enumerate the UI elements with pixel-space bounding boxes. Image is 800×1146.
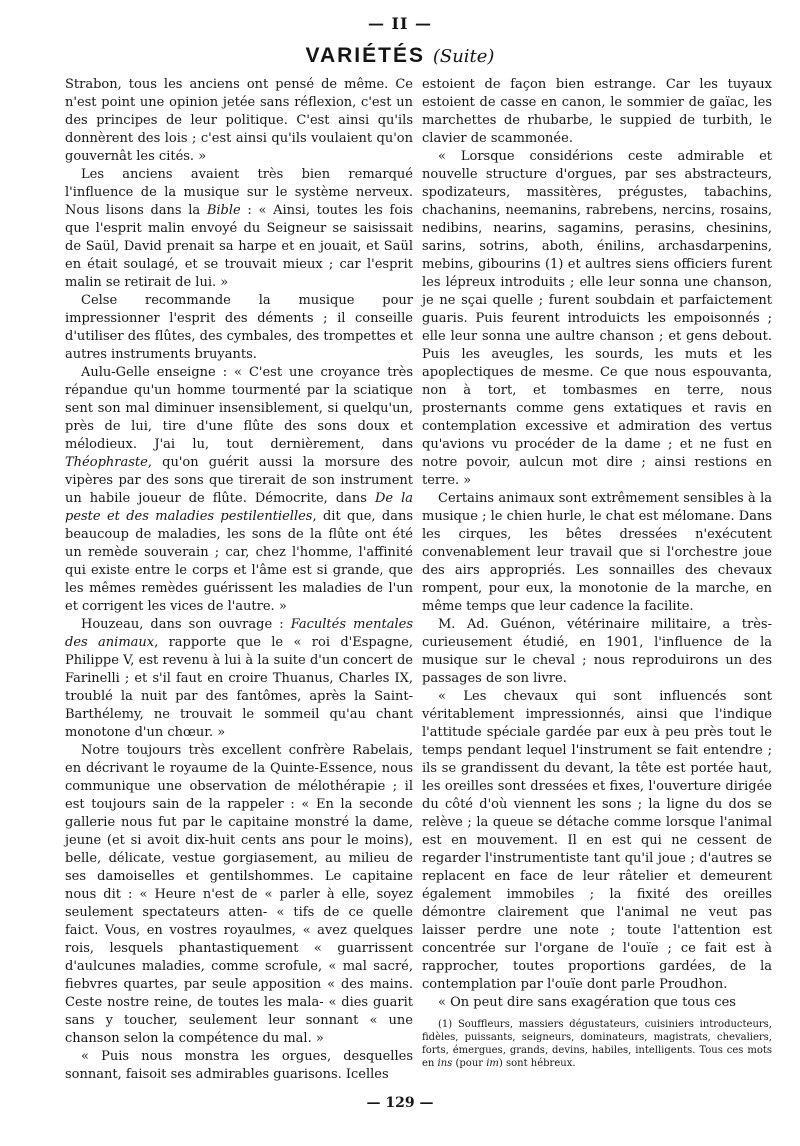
paragraph: Houzeau, dans son ouvrage : Facultés mentales des animaux, rapporte que le « roi d'Espagne, Philippe V, est revenu à lui à la suite d'un concert de Farinelli ; et s'il faut en croire Thuanus, Charles IX, troublé la nuit par des fantômes, après la Saint-Barthélemy, ne trouvait le sommeil qu'au chant monotone d'un chœur. »	[65, 617, 413, 740]
paragraph: estoient de façon bien estrange. Car les tuyaux estoient de casse en canon, le sommier de gaïac, les marchettes de rhubarbe, le suppied de turbith, le clavier de scammonée.	[422, 77, 772, 146]
paragraph: Notre toujours très excellent confrère Rabelais, en décrivant le royaume de la Quinte-Essence, nous communique une observation de mélothérapie ; il est toujours sain de la rappeler : « En la seconde gallerie nous fut par le capitaine monstré la dame, jeune (et si avoit dix-huit cents ans pour le moins), belle, délicate, vestue gorgiasement, au milieu de ses damoiselles et gentilshommes. Le capitaine nous dit : « Heure n'est de « parler à elle, soyez seulement spectateurs atten- « tifs de ce quelle faict. Vous, en vostres royaulmes, « avez quelques rois, lesquels phantastiquement « guarrissent d'aulcunes maladies, comme scrofule, « mal sacré, fiebvres quartes, par seule apposition « des mains. Ceste nostre reine, de toutes les mala- « dies guarit sans y toucher, seulement leur sonnant « une chanson selon la compétence du mal. »	[65, 743, 413, 1046]
title-facultes: Facultés mentales des animaux	[65, 617, 413, 650]
page-marker: — II —	[367, 14, 433, 33]
paragraph: Certains animaux sont extrêmement sensibles à la musique ; le chien hurle, le chat est mélomane. Dans les cirques, les bêtes dressées n'exécutent convenablement leur travail que si l'orchestre joue des airs appropriés. Les sonnailles des chevaux rompent, pour eux, la monotonie de la marche, en même temps que leur cadence la facilite.	[422, 491, 772, 614]
footnote	[422, 1018, 772, 1070]
paragraph: « Puis nous monstra les orgues, desquelles sonnant, faisoit ses admirables guarisons. Icelles	[65, 1049, 413, 1082]
title-theophraste: Théophraste	[65, 455, 148, 470]
paragraph: « Lorsque considérions ceste admirable et nouvelle structure d'orgues, par ses abstracteurs, spodizateurs, massitères, prégustes, tabachins, chachanins, neemanins, rabrebens, nercins, rosains, nedibins, nearins, sagamins, perasins, chesinins, sarins, sotrins, aboth, énilins, archasdarpenins, mebins, gibourins (1) et aultres siens officiers furent les lépreux introduits ; elle leur sonna une chanson, je ne sçai quelle ; furent soubdain et parfaictement guaris. Puis feurent introduicts les empoisonnés ; elle leur sonna une aultre chanson ; et gens debout. Puis les aveugles, les sourds, les muts et les apoplectiques de mesme. Ce que nous espouvanta, non à tort, et tombasmes en terre, nous prosternants comme gens extatiques et ravis en contemplation excessive et admiration des vertus qu'avions vu procéder de la dame ; et ne fust en notre povoir, aulcun mot dire ; ainsi restions en terre. »	[422, 149, 772, 488]
paragraph: Les anciens avaient très bien remarqué l'influence de la musique sur le système nerveux. Nous lisons dans la Bible : « Ainsi, toutes les fois que l'esprit malin envoyé du Seigneur se saisissait de Saül, David prenait sa harpe et en jouait, et Saül en était soulagé, et se trouvait mieux ; car l'esprit malin se retirait de lui. »	[65, 167, 413, 290]
paragraph: Celse recommande la musique pour impressionner l'esprit des déments ; il conseille d'utiliser des flûtes, des cymbales, des trompettes et autres instruments bruyants.	[65, 293, 413, 362]
title-peste: De la peste et des maladies pestilentielles	[65, 491, 413, 524]
left-column	[65, 76, 413, 1084]
paragraph: Strabon, tous les anciens ont pensé de même. Ce n'est point une opinion jetée sans réflexion, c'est un des principes de leur politique. C'est ainsi qu'ils donnèrent des lois ; c'est ainsi qu'ils voulaient qu'on gouvernât les cités. »	[65, 77, 413, 164]
paragraph: Aulu-Gelle enseigne : « C'est une croyance très répandue qu'un homme tourmenté par la sciatique sent son mal diminuer insensiblement, si quelqu'un, près de lui, tire d'une flûte des sons doux et mélodieux. J'ai lu, tout dernièrement, dans Théophraste, qu'on guérit aussi la morsure des vipères par des sons que tirerait de son instrument un habile joueur de flûte. Démocrite, dans De la peste et des maladies pestilentielles, dit que, dans beaucoup de maladies, les sons de la flûte ont été un remède souverain ; car, chez l'homme, l'affinité qui existe entre le corps et l'âme est si grande, que les mêmes remèdes guérissent les maladies de l'un et corrigent les vices de l'autre. »	[65, 365, 413, 614]
footnote-text: (1) Souffleurs, massiers dégustateurs, cuisiniers introducteurs, fidèles, puissants, seigneurs, dominateurs, magistrats, chevaliers, forts, émergues, grands, devins, habiles, intelligents. Tous ces mots en ins (pour im) sont hébreux.	[422, 1019, 772, 1069]
right-column	[422, 76, 772, 1012]
page-number: — 129 —	[366, 1095, 434, 1111]
paragraph: M. Ad. Guénon, vétérinaire militaire, a très-curieusement étudié, en 1901, l'influence de la musique sur le cheval ; nous reproduirons un des passages de son livre.	[422, 617, 772, 686]
title-bible: Bible	[206, 203, 241, 218]
section-title-text: VARIÉTÉS	[305, 44, 425, 67]
section-title	[0, 44, 800, 68]
paragraph: « Les chevaux qui sont influencés sont véritablement impressionnés, ainsi que l'indique l'attitude spéciale gardée par eux à peu près tout le temps pendant lequel l'instrument se fait entendre ; ils se grandissent du devant, la tête est portée haut, les oreilles sont dressées et fixes, l'ouverture dirigée du côté d'où viennent les sons ; la ligne du dos se relève ; la queue se détache comme lorsque l'animal est en mouvement. Il en est qui ne cessent de regarder l'instrumentiste tant qu'il joue ; d'autres se replacent en face de leur râtelier et demeurent également immobiles ; la fixité des oreilles démontre clairement que l'animal ne veut pas laisser perdre une note ; toute l'attention est concentrée sur l'organe de l'ouïe ; ce fait est à rapprocher, toutes proportions gardées, de la contemplation par l'ouïe dont parle Proudhon.	[422, 689, 772, 992]
section-title-suffix: (Suite)	[432, 46, 495, 67]
paragraph: « On peut dire sans exagération que tous ces	[438, 995, 736, 1010]
